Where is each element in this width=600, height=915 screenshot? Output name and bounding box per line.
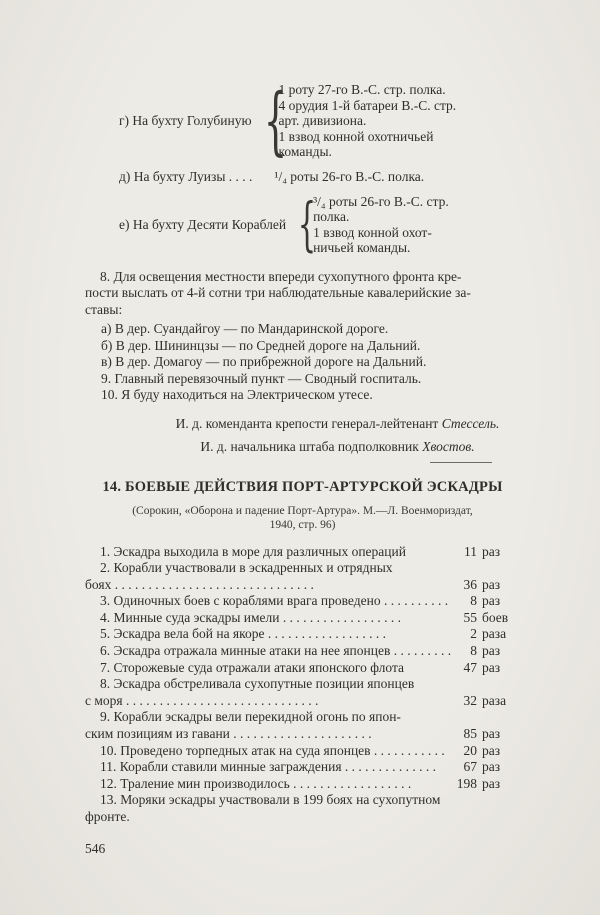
stat-value-number: 8 — [470, 593, 477, 609]
order-item: в) В дер. Домагоу — по прибрежной дороге на Дальний. — [101, 354, 427, 369]
stat-text: боях . . . . . . . . . . . . . . . . . . . . . . . . . . . . . . — [85, 576, 314, 592]
stat-text: 6. Эскадра отражала минные атаки на нее японцев . . . . . . . . . — [100, 643, 451, 659]
deploy-line: ничьей команды. — [313, 240, 411, 255]
stat-value-unit: раз — [482, 659, 501, 675]
stat-text: ским позициям из гавани . . . . . . . . . . . . . . . . . . . . . — [85, 726, 372, 742]
stat-line — [85, 693, 520, 710]
deploy-item-label: д) На бухту Луизы . . . . — [119, 168, 253, 184]
signature-name: Хвостов. — [422, 438, 475, 454]
list-item — [85, 743, 520, 760]
list-item — [85, 709, 520, 742]
stat-value-unit: раз — [482, 643, 501, 659]
deploy-item-lines — [275, 82, 457, 160]
stat-value-unit: раз — [482, 593, 501, 609]
source-citation — [85, 504, 520, 532]
stat-value-number: 198 — [456, 775, 477, 791]
stat-value-unit: раза — [482, 692, 507, 708]
signature-title: И. д. начальника штаба подполковник — [200, 438, 423, 454]
list-item — [85, 626, 520, 643]
deploy-line: 1 взвод конной охот- — [313, 224, 432, 240]
stat-line — [85, 626, 520, 643]
stat-value-number: 55 — [463, 609, 477, 625]
paragraph-line: ставы: — [85, 301, 123, 317]
stat-text: фронте. — [85, 809, 130, 824]
stat-line: 2. Корабли участвовали в эскадренных и отрядных — [100, 560, 393, 576]
deploy-line: ¹/₄ роты 26-го В.-С. полка. — [274, 168, 425, 184]
stat-line — [85, 610, 520, 627]
signature-name: Стессель. — [441, 415, 500, 431]
stat-value-number: 32 — [463, 692, 477, 708]
deployment-list — [119, 77, 520, 258]
order-item: б) В дер. Шининцзы — по Средней дороге на Дальний. — [101, 337, 421, 353]
separator-rule — [430, 462, 492, 463]
order-item: 9. Главный перевязочный пункт — Сводный госпиталь. — [101, 370, 422, 386]
stat-text: с моря . . . . . . . . . . . . . . . . . . . . . . . . . . . . . — [85, 692, 319, 708]
stat-text: 4. Минные суда эскадры имели . . . . . . . . . . . . . . . . . . — [100, 609, 401, 625]
stat-value-unit: раза — [482, 626, 507, 642]
list-item — [85, 660, 520, 677]
stat-text: 1. Эскадра выходила в море для различных операций — [100, 543, 406, 559]
stat-text: 7. Сторожевые суда отражали атаки японского флота — [100, 659, 405, 675]
signature-line — [155, 439, 520, 455]
stat-value-number: 2 — [470, 626, 477, 642]
order-item: 10. Я буду находиться на Электрическом утесе. — [101, 387, 373, 402]
source-line: (Сорокин, «Оборона и падение Порт-Артура». М.—Л. Военмориздат, — [132, 504, 473, 517]
list-item — [85, 544, 520, 561]
stat-line — [85, 726, 520, 743]
page-number: 546 — [85, 840, 106, 856]
deploy-line: команды. — [278, 144, 332, 159]
stat-text: 11. Корабли ставили минные заграждения . . . . . . . . . . . . . . — [100, 759, 437, 775]
deploy-item-lines — [270, 169, 424, 185]
list-item — [85, 676, 520, 709]
stat-line — [85, 743, 520, 760]
deploy-item-e — [119, 189, 520, 258]
stat-line — [85, 593, 520, 610]
list-item — [85, 792, 520, 825]
order-sub-items — [85, 321, 520, 404]
deploy-line: арт. дивизиона. — [278, 113, 367, 128]
stat-value-number: 47 — [463, 659, 477, 675]
stat-value-number: 67 — [463, 759, 477, 775]
stat-line: 13. Моряки эскадры участвовали в 199 боях на сухопутном — [100, 792, 441, 808]
paragraph-line: 8. Для освещения местности впереди сухопутного фронта кре- — [100, 268, 462, 284]
stat-value-number: 8 — [470, 643, 477, 659]
left-brace: { — [297, 189, 317, 258]
stat-line — [85, 759, 520, 776]
stat-line — [85, 544, 520, 561]
list-item — [85, 776, 520, 793]
stat-text: 5. Эскадра вела бой на якоре . . . . . . . . . . . . . . . . . . — [100, 626, 387, 642]
signature-title: И. д. коменданта крепости генерал-лейтенант — [175, 415, 442, 431]
list-item — [85, 593, 520, 610]
stats-list — [85, 544, 520, 826]
deploy-item-d — [119, 169, 520, 185]
stat-line — [85, 643, 520, 660]
deploy-line: 1 роту 27-го В.-С. стр. полка. — [278, 82, 446, 97]
list-item — [85, 560, 520, 593]
signature-block — [85, 416, 520, 463]
stat-value-unit: раз — [482, 759, 501, 775]
left-brace: { — [263, 77, 287, 164]
list-item — [85, 643, 520, 660]
stat-value-number: 85 — [463, 726, 477, 742]
stat-text: 3. Одиночных боев с кораблями врага проведено . . . . . . . . . . — [100, 593, 449, 609]
stat-value-unit: раз — [482, 742, 501, 758]
source-line: 1940, стр. 96) — [269, 518, 336, 531]
stat-value-unit: раз — [482, 543, 501, 559]
deploy-line: 4 орудия 1-й батареи В.-С. стр. — [278, 97, 457, 113]
stat-line — [85, 660, 520, 677]
stat-line — [85, 776, 520, 793]
deploy-line: ³/₄ роты 26-го В.-С. стр. — [313, 193, 449, 209]
stat-line — [85, 809, 520, 826]
paragraph-line: пости выслать от 4-й сотни три наблюдательные кавалерийские за- — [85, 285, 471, 300]
stat-text: 10. Проведено торпедных атак на суда японцев . . . . . . . . . . . — [100, 742, 445, 758]
deploy-line: полка. — [313, 209, 350, 224]
order-item: а) В дер. Суандайгоу — по Мандаринской дороге. — [101, 321, 389, 336]
stat-line: 9. Корабли эскадры вели перекидной огонь по япон- — [100, 709, 401, 725]
signature-line — [155, 416, 520, 432]
section-heading: 14. БОЕВЫЕ ДЕЙСТВИЯ ПОРТ-АРТУРСКОЙ ЭСКАДРЫ — [102, 478, 503, 495]
stat-value-number: 20 — [463, 742, 477, 758]
deploy-item-g — [119, 77, 520, 164]
deploy-item-lines — [309, 194, 449, 256]
stat-value-unit: боев — [482, 609, 509, 625]
stat-text: 12. Траление мин производилось . . . . . . . . . . . . . . . . . . — [100, 775, 412, 791]
stat-value-number: 11 — [464, 543, 477, 559]
stat-value-unit: раз — [482, 775, 501, 791]
stat-line: 8. Эскадра обстреливала сухопутные позиции японцев — [100, 676, 415, 692]
stat-line — [85, 577, 520, 594]
deploy-line: 1 взвод конной охотничьей — [278, 128, 434, 144]
list-item — [85, 759, 520, 776]
paragraph-8 — [85, 269, 520, 319]
list-item — [85, 610, 520, 627]
stat-value-unit: раз — [482, 726, 501, 742]
stat-value-unit: раз — [482, 576, 501, 592]
stat-value-number: 36 — [463, 576, 477, 592]
deploy-item-label: е) На бухту Десяти Кораблей — [119, 216, 287, 232]
deploy-item-label: г) На бухту Голубиную — [119, 112, 252, 128]
